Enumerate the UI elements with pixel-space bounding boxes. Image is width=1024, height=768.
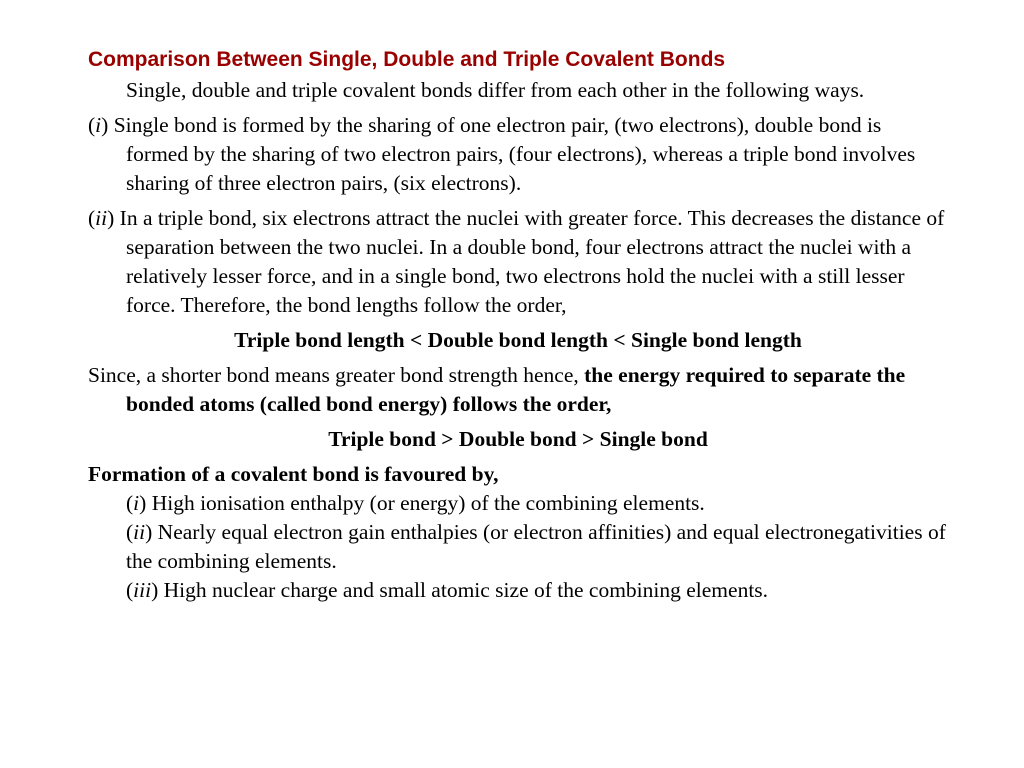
formation-item-2-open: (	[126, 520, 134, 544]
formation-heading: Formation of a covalent bond is favoured by,	[88, 462, 499, 486]
formation-item-3-open: (	[126, 578, 134, 602]
formation-item-1-text: High ionisation enthalpy (or energy) of the combining elements.	[146, 491, 705, 515]
formation-item-1	[126, 489, 948, 518]
point-2-open: (	[88, 206, 96, 230]
formation-item-1-close: )	[139, 491, 147, 515]
formation-item-1-open: (	[126, 491, 134, 515]
point-1-close: )	[101, 113, 109, 137]
formation-item-2-numeral: ii	[133, 520, 146, 544]
formation-list	[88, 489, 948, 605]
formation-item-2-close: )	[145, 520, 153, 544]
intro-paragraph: Single, double and triple covalent bonds differ from each other in the following ways.	[126, 78, 865, 102]
formation-item-3-text: High nuclear charge and small atomic size of the combining elements.	[158, 578, 769, 602]
bond-energy-emphasis: the energy required to separate the bonded atoms (called bond energy) follows the order,	[126, 363, 906, 416]
point-1-numeral: i	[95, 113, 102, 137]
bond-energy-paragraph	[88, 361, 948, 419]
formation-item-3-close: )	[151, 578, 159, 602]
point-2-numeral: ii	[95, 206, 108, 230]
point-1-open: (	[88, 113, 96, 137]
slide-title: Comparison Between Single, Double and Triple Covalent Bonds	[88, 48, 726, 71]
point-1-text: Single bond is formed by the sharing of one electron pair, (two electrons), double bond is formed by the sharing of two electron pairs, (four electrons), whereas a triple bond involves sharing of three electron pairs, (six electrons).	[108, 113, 916, 195]
slide	[88, 44, 948, 605]
formation-item-3	[126, 576, 948, 605]
formation-item-1-numeral: i	[133, 491, 140, 515]
point-2	[88, 204, 948, 320]
bond-length-order: Triple bond length < Double bond length < Single bond length	[234, 328, 802, 352]
point-2-close: )	[107, 206, 115, 230]
bond-energy-order: Triple bond > Double bond > Single bond	[328, 427, 708, 451]
point-2-text: In a triple bond, six electrons attract the nuclei with greater force. This decreases the distance of separation between the two nuclei. In a double bond, four electrons attract the nuclei with a relatively lesser force, and in a single bond, two electrons hold the nuclei with a still lesser force. Therefore, the bond lengths follow the order,	[114, 206, 945, 317]
point-1	[88, 111, 948, 198]
formation-item-2	[126, 518, 948, 576]
formation-item-3-numeral: iii	[133, 578, 152, 602]
formation-item-2-text: Nearly equal electron gain enthalpies (or electron affinities) and equal electronegativities of the combining elements.	[126, 520, 946, 573]
bond-energy-prefix: Since, a shorter bond means greater bond strength hence,	[88, 363, 585, 387]
